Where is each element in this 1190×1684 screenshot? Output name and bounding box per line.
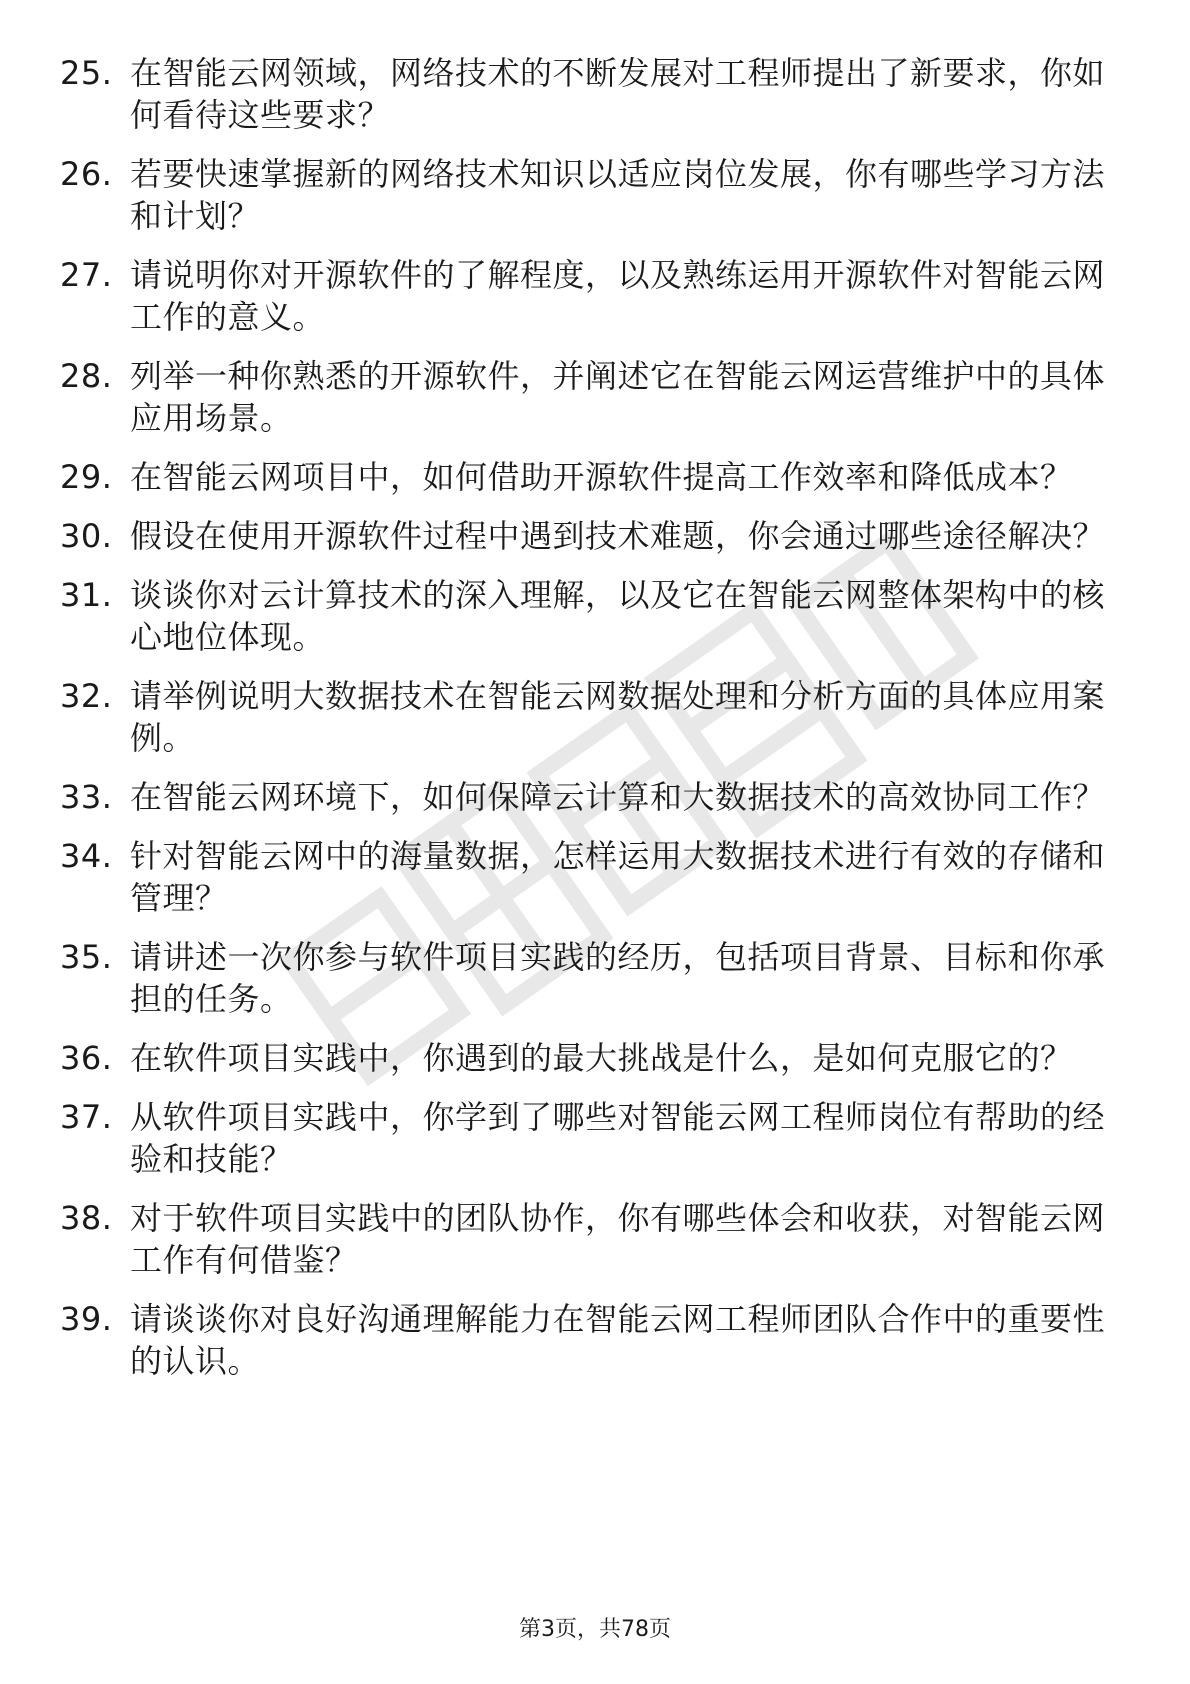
question-number: 34. xyxy=(60,837,113,875)
question-text: 请讲述一次你参与软件项目实践的经历，包括项目背景、目标和你承担的任务。 xyxy=(130,938,1106,1018)
question-number: 25. xyxy=(60,54,113,92)
question-item xyxy=(60,1298,1120,1382)
question-number: 39. xyxy=(60,1300,113,1338)
question-text: 在智能云网领域，网络技术的不断发展对工程师提出了新要求，你如何看待这些要求？ xyxy=(130,54,1106,134)
question-text: 请说明你对开源软件的了解程度，以及熟练运用开源软件对智能云网工作的意义。 xyxy=(130,256,1106,336)
question-list xyxy=(60,52,1120,1399)
question-item xyxy=(60,1197,1120,1281)
question-number: 37. xyxy=(60,1098,113,1136)
question-text: 对于软件项目实践中的团队协作，你有哪些体会和收获，对智能云网工作有何借鉴？ xyxy=(130,1199,1106,1279)
question-item xyxy=(60,456,1120,498)
question-text: 假设在使用开源软件过程中遇到技术难题，你会通过哪些途径解决？ xyxy=(130,517,1106,555)
question-item xyxy=(60,776,1120,818)
question-text: 在智能云网项目中，如何借助开源软件提高工作效率和降低成本？ xyxy=(130,458,1073,496)
question-number: 29. xyxy=(60,458,113,496)
question-item xyxy=(60,936,1120,1020)
question-item xyxy=(60,153,1120,237)
question-number: 30. xyxy=(60,517,113,555)
question-number: 27. xyxy=(60,256,113,294)
question-item xyxy=(60,574,1120,658)
question-number: 28. xyxy=(60,357,113,395)
question-text: 针对智能云网中的海量数据，怎样运用大数据技术进行有效的存储和管理？ xyxy=(130,837,1106,917)
question-number: 26. xyxy=(60,155,113,193)
question-item xyxy=(60,675,1120,759)
question-text: 请举例说明大数据技术在智能云网数据处理和分析方面的具体应用案例。 xyxy=(130,677,1106,757)
question-text: 列举一种你熟悉的开源软件，并阐述它在智能云网运营维护中的具体应用场景。 xyxy=(130,357,1106,437)
question-item xyxy=(60,1037,1120,1079)
question-text: 在智能云网环境下，如何保障云计算和大数据技术的高效协同工作？ xyxy=(130,778,1106,816)
question-number: 33. xyxy=(60,778,113,816)
question-item xyxy=(60,254,1120,338)
question-text: 请谈谈你对良好沟通理解能力在智能云网工程师团队合作中的重要性的认识。 xyxy=(130,1300,1106,1380)
question-text: 谈谈你对云计算技术的深入理解，以及它在智能云网整体架构中的核心地位体现。 xyxy=(130,576,1106,656)
question-item xyxy=(60,515,1120,557)
question-text: 在软件项目实践中，你遇到的最大挑战是什么，是如何克服它的？ xyxy=(130,1039,1073,1077)
question-item xyxy=(60,355,1120,439)
question-number: 35. xyxy=(60,938,113,976)
question-number: 32. xyxy=(60,677,113,715)
question-number: 31. xyxy=(60,576,113,614)
question-item xyxy=(60,52,1120,136)
question-item xyxy=(60,835,1120,919)
question-item xyxy=(60,1096,1120,1180)
question-text: 若要快速掌握新的网络技术知识以适应岗位发展，你有哪些学习方法和计划？ xyxy=(130,155,1106,235)
page-footer xyxy=(0,1612,1190,1643)
page-number-label: 第3页，共78页 xyxy=(519,1617,671,1642)
question-text: 从软件项目实践中，你学到了哪些对智能云网工程师岗位有帮助的经验和技能？ xyxy=(130,1098,1106,1178)
question-number: 36. xyxy=(60,1039,113,1077)
question-number: 38. xyxy=(60,1199,113,1237)
